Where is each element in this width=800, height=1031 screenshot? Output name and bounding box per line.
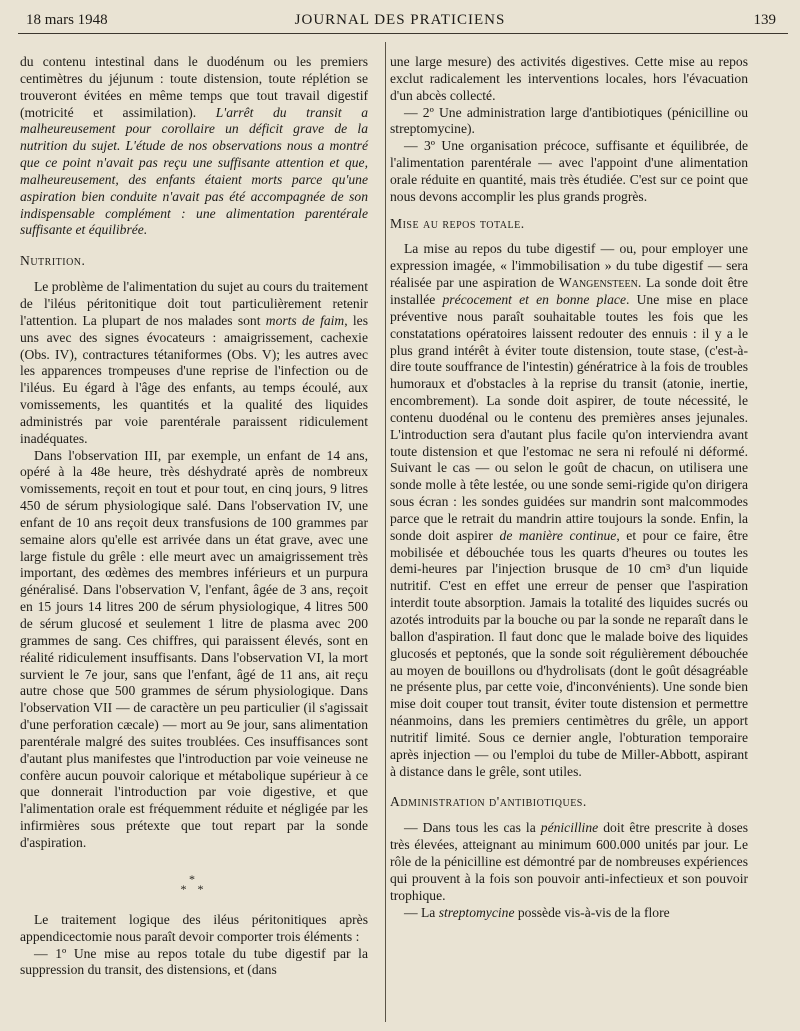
left-column xyxy=(20,54,368,979)
text-run: . La sonde doit être installée xyxy=(390,275,748,307)
text-run: Le problème de l'alimentation du sujet au cours du traitement de l'iléus péritonitique doit tout particulièrement retenir l'attention. La plupart de nos malades sont xyxy=(20,279,368,328)
italic-run: L'arrêt du transit a malheureusement pour corollaire un déficit grave de la nutrition du sujet. L'étude de nos observations nous a montré que ce point n'avait pas reçu une suffisante attention et que, malheureusement, des enfants étaient morts parce qu'une aspiration bien conduite n'avait pas été accompagnée de son indispensable complément : une alimentation parentérale suffisante et équilibrée. xyxy=(20,104,369,238)
italic-run: pénicilline xyxy=(540,820,599,836)
text-run: du contenu intestinal dans le duodénum ou les premiers centimètres du jéjunum : toute distension, toute réplétion se trouveront évitées en même temps que tout travail digestif (motricité et assimilation). xyxy=(20,54,368,120)
italic-run: de manière continue xyxy=(499,527,617,543)
paragraph: Le traitement logique des iléus péritonitiques après appendicectomie nous paraît devoir comporter trois éléments : xyxy=(20,911,368,944)
asterism-top: * xyxy=(189,871,199,886)
paragraph: une large mesure) des activités digestives. Cette mise au repos exclut radicalement les interventions locales, hors l'évacuation d'un abcès collecté. xyxy=(390,54,748,103)
paragraph xyxy=(390,241,748,780)
italic-run: morts de faim xyxy=(265,312,345,328)
text-run: — La xyxy=(404,904,439,920)
section-heading-nutrition: Nutrition. xyxy=(20,253,86,269)
text-run: — Dans tous les cas la xyxy=(404,820,541,836)
paragraph: Dans l'observation III, par exemple, un enfant de 14 ans, opéré à la 48e heure, très déshydraté après de nombreux vomissements, reçoit en tout et pour tout, en cinq jours, 9 litres 450 de sérum physiologique salé. Dans l'observation IV, une enfant de 10 ans reçoit deux transfusions de 100 grammes par semaine alors qu'elle est arrivée dans un état grave, avec une large fistule du grêle : elle meurt avec un amaigrissement très important, des œdèmes des membres inférieurs et un purpura généralisé. Dans l'observation V, l'enfant, âgée de 3 ans, reçoit en 15 jours 14 litres 200 de sérum physiologique, 4 litres 500 de sérum glucosé et seulement 1 litre de plasma avec 200 grammes de sang. Ces chiffres, qui paraissent élevés, sont en réalité ridiculement insuffisants. Dans l'observation VI, la mort survient le 7e jour, sans que l'enfant, âgé de 11 ans, ait reçu autre chose que 500 grammes de sérum physiologique. Dans l'observation VII — de caractère un peu particulier (il s'agissait d'une perforation cæcale) — mort au 9e jour, sans alimentation parentérale malgré des suites troublées. Ces insuffisances sont d'autant plus manifestes que l'introduction par voie veineuse ne confère aucun pouvoir calorique et métabolique supérieur à ce que donnerait l'introduction par voie digestive, et que l'alimentation orale est fréquemment réduite et négligée par les infirmières sous prétexte que tout repart par la sonde d'aspiration. xyxy=(20,447,368,850)
italic-run: streptomycine xyxy=(438,904,515,920)
page-number: 139 xyxy=(753,12,776,28)
paragraph xyxy=(20,279,368,447)
text-run: possède vis-à-vis de la flore xyxy=(514,904,670,920)
header-date: 18 mars 1948 xyxy=(26,12,108,28)
paragraph xyxy=(390,820,748,904)
text-run: doit être prescrite à doses très élevées, atteignant au minimum 600.000 unités par jour. Le rôle de la pénicilline est démontré par de nombreuses expériences qui prouvent à la fois son pouvoir anti-infectieux et son pouvoir trophique. xyxy=(390,820,748,903)
header-rule xyxy=(18,33,788,34)
paragraph xyxy=(20,54,368,239)
paragraph xyxy=(390,905,748,922)
running-header xyxy=(0,8,800,32)
section-heading-antibiotiques: Administration d'antibiotiques. xyxy=(390,794,587,810)
paragraph: — 2º Une administration large d'antibiotiques (pénicilline ou streptomycine). xyxy=(390,104,748,137)
paragraph: — 3º Une organisation précoce, suffisante et équilibrée, de l'alimentation parentérale — avec l'appoint d'une alimentation orale réduite en quantité, mais très étudiée. C'est sur ce point que nous devons accomplir les plus grands progrès. xyxy=(390,138,748,204)
text-run: , les uns avec des signes évocateurs : amaigrissement, cachexie (Obs. IV), contractures tétaniformes (Obs. V); les autres avec les apparences trompeuses d'une reprise de l'infection ou de l'iléus. Eu égard à l'âge des enfants, au temps écoulé, aux vomissements, les quantités et la qualité des liquides administrés par voie parentérale paraissent ridiculement inadéquates. xyxy=(20,312,368,446)
column-divider xyxy=(385,42,386,1022)
text-run: . Une mise en place préventive nous paraît souhaitable toutes les fois que les constatations opératoires laissent redouter des ennuis : il y a le plus grand intérêt à éviter toute distension, toute stase, (c'est-à-dire toute souffrance de l'intestin) génératrice à la fois de troubles humoraux et d'obstacles à la reprise du transit (atonie, inertie, encombrement). La sonde doit aspirer, de toute nécessité, le contenu duodénal ou le contenu des premières anses jejunales. L'introduction sera d'autant plus facile qu'on interviendra avant toute distension et que l'estomac ne sera ni refoulé ni déformé. Suivant le cas — ou selon le goût de chacun, on utilisera une sonde molle à tête lestée, ou une sonde semi-rigide qu'on dirigera sous écran : les sondes guidées sur mandrin sont malcommodes parce que le retrait du mandrin attire toujours la sonde. Enfin, la sonde doit aspirer xyxy=(390,291,749,543)
paragraph: — 1º Une mise au repos totale du tube digestif par la suppression du transit, des distensions, et (dans xyxy=(20,945,368,978)
section-heading-repos: Mise au repos totale. xyxy=(390,215,525,231)
italic-run: précocement et en bonne place xyxy=(442,291,627,307)
smallcaps-run: Wangensteen xyxy=(558,275,638,291)
text-run: La mise au repos du tube digestif — ou, pour employer une expression imagée, « l'immobilisation » du tube digestif — sera réalisée par une aspiration de xyxy=(390,241,748,291)
asterism-bottom: * * xyxy=(180,881,208,896)
section-break xyxy=(20,871,368,896)
journal-title: JOURNAL DES PRATICIENS xyxy=(294,12,506,28)
text-run: , et pour ce faire, être mobilisée et débouchée tous les quarts d'heures ou toutes les demi-heures par l'injection brusque de 10 cm³ d'un liquide nutritif. C'est en effet une erreur de penser que l'aspiration interdit toute absorption. Jamais la totalité des liquides sucrés ou azotés introduits par la bouche ou par la sonde ne reparaît dans le ballon d'aspiration. Il faut donc que le malade boive des liquides glucosés et peptonés, que la sonde soit régulièrement débouchée au moyen de bouillons ou d'hydrolisats (dont le goût désagréable ne présente plus, par cette voie, d'inconvénients). Une sonde bien mise doit couper tout transit, éviter toute distension et permettre néanmoins, dans les premiers centimètres du grêle, un apport nutritif limité. Sous ce dernier angle, l'obturation temporaire après injection — ou l'emploi du tube de Miller-Abbott, aspirant à distance dans le grêle, sont utiles. xyxy=(390,527,749,779)
right-column xyxy=(390,54,748,921)
